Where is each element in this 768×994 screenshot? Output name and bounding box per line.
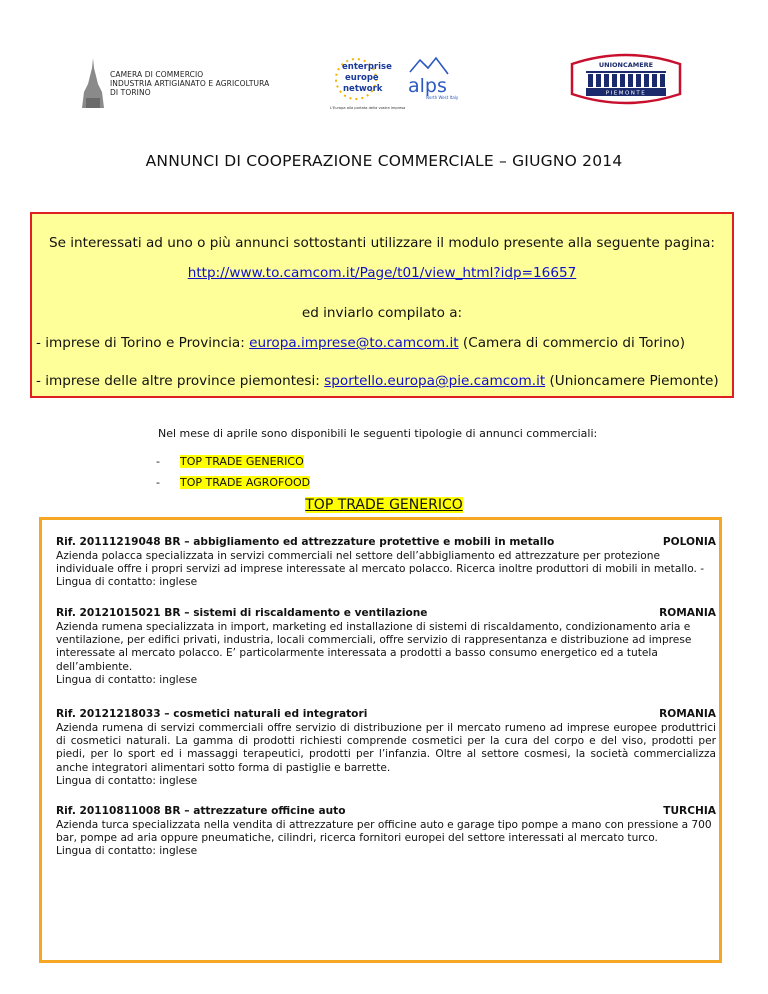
mole-antonelliana-icon xyxy=(80,58,106,108)
chamber-line-3: DI TORINO xyxy=(110,88,151,97)
een-tagline: L'Europa alla portata della vostra impresa xyxy=(330,106,406,110)
listing-description: Azienda polacca specializzata in servizi commerciali nel settore dell’abbigliamento ed attrezzature per protezione individuale offre i propri servizi ad imprese interessate al mercato polacco. Ricerca inoltre produttori di mobili in metallo. - Lingua di contatto: inglese xyxy=(56,550,705,589)
listing-ref: Rif. 20110811008 BR – attrezzature officine auto xyxy=(56,805,346,817)
listing-country: ROMANIA xyxy=(659,607,716,619)
listing-item xyxy=(56,708,716,788)
alps-wordmark: alps xyxy=(408,75,447,97)
listing-item xyxy=(56,607,716,687)
send-to-line: ed inviarlo compilato a: xyxy=(301,305,463,321)
unioncamere-piemonte-logo xyxy=(566,50,686,106)
listing-ref: Rif. 20121015021 BR – sistemi di riscaldamento e ventilazione xyxy=(56,607,428,619)
listing-description: Azienda turca specializzata nella vendita di attrezzature per officine auto e garage tipo pompe a mano con pressione a 700 bar, pompe ad aria oppure pneumatiche, cilindri, ricerca fornitori europei del settore interessati al mercato turco. xyxy=(56,819,712,845)
unioncamere-bottom: PIEMONTE xyxy=(605,90,647,97)
een-word-3: network xyxy=(343,84,383,94)
bullet-dash: - xyxy=(156,476,160,489)
listing-contact: Lingua di contatto: inglese xyxy=(56,774,198,787)
form-link-row xyxy=(32,265,732,281)
unioncamere-logo-graphic xyxy=(566,50,686,106)
torino-prefix: - imprese di Torino e Provincia: xyxy=(36,335,250,351)
list-item xyxy=(156,476,310,489)
section-heading xyxy=(0,497,768,513)
bullet-label: TOP TRADE GENERICO xyxy=(180,455,304,468)
listing-header xyxy=(56,708,716,722)
intro-text: Nel mese di aprile sono disponibili le seguenti tipologie di annunci commerciali: xyxy=(158,427,598,440)
torino-email-link[interactable]: europa.imprese@to.camcom.it xyxy=(249,335,459,351)
listing-country: ROMANIA xyxy=(659,708,716,720)
list-item xyxy=(156,455,304,468)
listing-description: Azienda rumena specializzata in import, marketing ed installazione di sistemi di riscaldamento, condizionamento aria e ventilazione, per edifici privati, industria, locali commerciali, offre servizio di rappresentanza e distribuzione ad imprese interessate al mercato polacco. E’ particolarmente interessata a prodotti a basso consumo energetico ed a tutela dell’ambiente. xyxy=(56,621,692,673)
section-heading-text: TOP TRADE GENERICO xyxy=(305,497,463,513)
listings-box xyxy=(39,517,722,963)
chamber-line-1: CAMERA DI COMMERCIO xyxy=(110,70,204,79)
unioncamere-top: UNIONCAMERE xyxy=(598,61,654,69)
instructions-box xyxy=(30,212,734,398)
listing-ref: Rif. 20121218033 – cosmetici naturali ed integratori xyxy=(56,708,368,720)
torino-suffix: (Camera di commercio di Torino) xyxy=(458,335,686,351)
bullet-label: TOP TRADE AGROFOOD xyxy=(180,476,311,489)
listing-country: POLONIA xyxy=(662,536,716,548)
chamber-of-commerce-logo xyxy=(80,58,270,108)
piemonte-suffix: (Unioncamere Piemonte) xyxy=(545,373,719,389)
piemonte-prefix: - imprese delle altre province piemontesi: xyxy=(36,373,325,389)
een-word-1: enterprise xyxy=(342,62,392,72)
alps-subtitle: North West Italy xyxy=(426,95,459,100)
listing-header xyxy=(56,536,716,550)
listing-description: Azienda rumena di servizi commerciali offre servizio di distribuzione per il mercato rumeno ad imprese europee produttrici di cosmetici naturali. La gamma di prodotti richiesti comprende cosmetici per la cura del corpo e del viso, prodotti per piedi, per lo sport ed i massaggi terapeutici, prodotti per l’infanzia. Oltre al settore cosmesi, la società commercializza anche integratori alimentari sotto forma di pastiglie e barrette. xyxy=(56,722,716,774)
listing-item xyxy=(56,536,716,590)
chamber-line-2: INDUSTRIA ARTIGIANATO E AGRICOLTURA xyxy=(110,79,270,88)
een-word-2: europe xyxy=(345,73,379,83)
page-title: ANNUNCI DI COOPERAZIONE COMMERCIALE – GIUGNO 2014 xyxy=(145,152,623,170)
listing-country: TURCHIA xyxy=(663,805,716,817)
listing-contact: Lingua di contatto: inglese xyxy=(56,673,198,686)
listing-item xyxy=(56,805,716,859)
form-link[interactable]: http://www.to.camcom.it/Page/t01/view_html?idp=16657 xyxy=(187,265,577,281)
torino-contact-row xyxy=(32,335,736,351)
bullet-dash: - xyxy=(156,455,160,468)
piemonte-email-link[interactable]: sportello.europa@pie.camcom.it xyxy=(324,373,546,389)
listing-ref: Rif. 20111219048 BR – abbigliamento ed attrezzature protettive e mobili in metallo xyxy=(56,536,555,548)
listing-header xyxy=(56,607,716,621)
een-alps-logo-graphic xyxy=(328,52,468,114)
piemonte-contact-row xyxy=(32,373,736,389)
enterprise-europe-network-logo xyxy=(328,52,468,114)
instructions-line: Se interessati ad uno o più annunci sottostanti utilizzare il modulo presente alla seguente pagina: xyxy=(48,235,716,251)
listing-contact: Lingua di contatto: inglese xyxy=(56,845,198,858)
listing-header xyxy=(56,805,716,819)
